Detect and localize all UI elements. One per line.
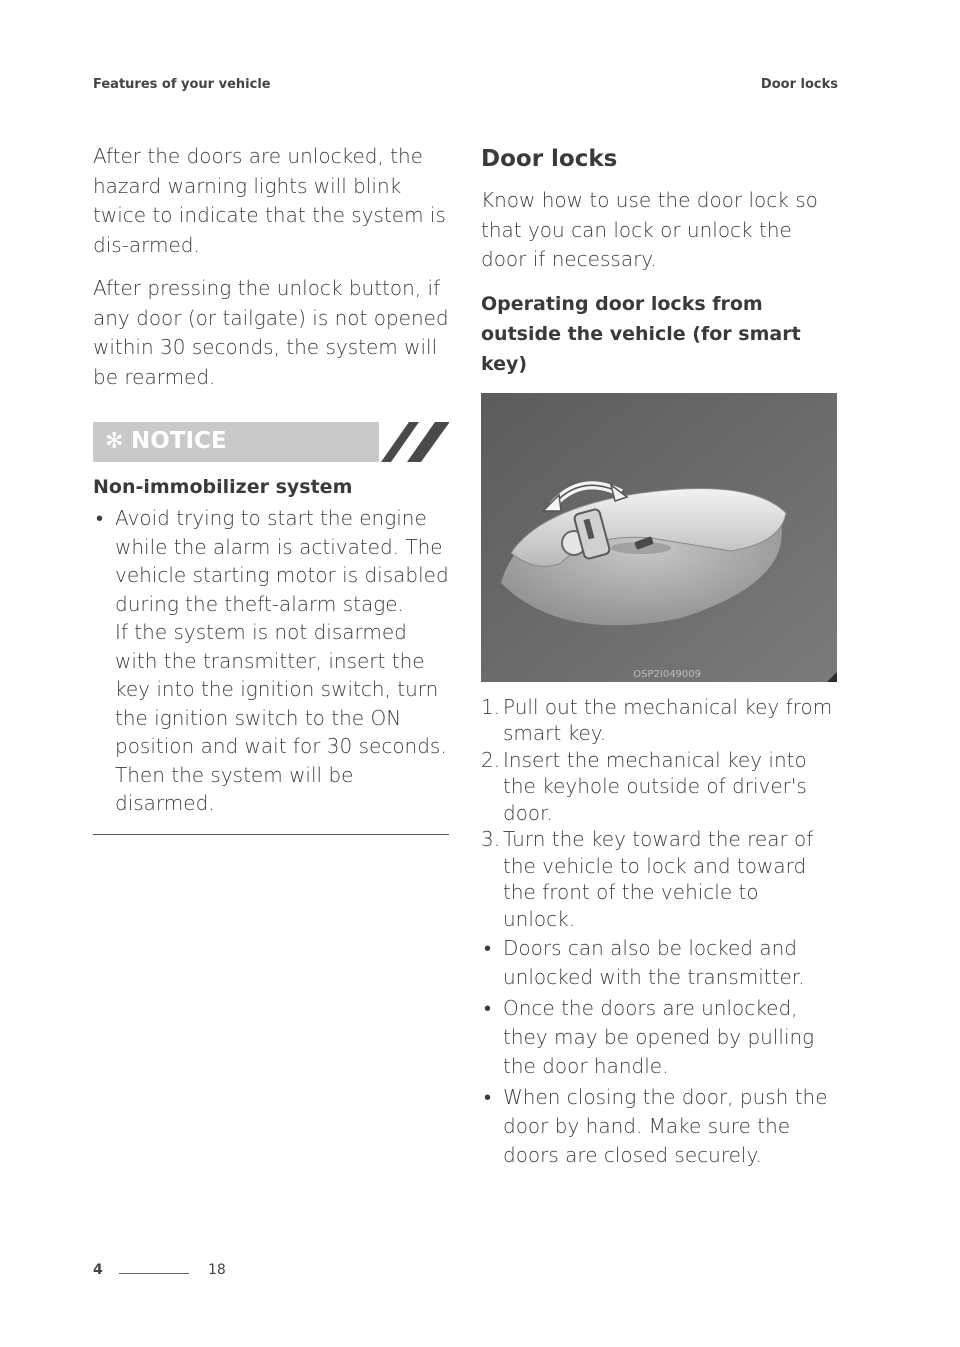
step-item: [481, 826, 837, 932]
step-item: [481, 747, 837, 827]
list-item-text: Doors can also be locked and unlocked with the transmitter.: [503, 936, 805, 989]
bullet-dot: •: [484, 996, 492, 1020]
section-intro: Know how to use the door lock so that you can lock or unlock the door if necessary.: [481, 188, 818, 271]
door-handle-illustration: [481, 393, 837, 682]
notice-divider: [93, 834, 449, 835]
list-item: [481, 994, 837, 1081]
footer-rule: [119, 1273, 189, 1274]
paragraph-disarm: After the doors are unlocked, the hazard warning lights will blink twice to indicate that the system is dis-armed.: [93, 144, 446, 257]
notice-title: NOTICE: [131, 428, 227, 454]
list-item-text: Once the doors are unlocked, they may be opened by pulling the door handle.: [503, 996, 815, 1078]
list-item: [481, 1083, 837, 1170]
step-number: 2.: [481, 747, 501, 772]
step-number: 1.: [481, 694, 501, 719]
right-column: [481, 142, 837, 1170]
notice-bullet: [93, 504, 449, 818]
notice-banner: [93, 422, 449, 462]
bullet-dot: •: [484, 1085, 492, 1109]
stripes-icon: [379, 422, 449, 462]
step-number: 3.: [481, 827, 501, 851]
notice-subheading: Non-immobilizer system: [93, 476, 353, 498]
step-text: Turn the key toward the rear of the vehicle to lock and toward the front of the vehicle to unlock.: [503, 827, 814, 931]
section-title: Door locks: [481, 146, 618, 172]
paragraph-rearm: After pressing the unlock button, if any door (or tailgate) is not opened within 30 seconds, the system will be rearmed.: [93, 276, 449, 389]
list-item: [481, 934, 837, 992]
step-text: Pull out the mechanical key from smart key.: [503, 694, 833, 745]
notice-bullet-text-continued: If the system is not disarmed with the transmitter, insert the key into the ignition switch, turn the ignition switch to the ON position and wait for 30 seconds. Then the system will be disarmed.: [115, 620, 447, 815]
figure-code: OSP2I049009: [633, 668, 701, 680]
notice-star-icon: ✻: [105, 429, 124, 454]
notice-bullet-text: Avoid trying to start the engine while the alarm is activated. The vehicle starting motor is disabled during the theft-alarm stage.: [115, 506, 449, 616]
list-item-text: When closing the door, push the door by hand. Make sure the doors are closed securely.: [503, 1085, 828, 1167]
left-column: [93, 142, 449, 835]
step-text: Insert the mechanical key into the keyhole outside of driver's door.: [503, 747, 807, 825]
subsection-title: Operating door locks from outside the vehicle (for smart key): [481, 292, 801, 375]
header-section-title: Features of your vehicle: [93, 77, 271, 92]
page-number: 18: [208, 1262, 226, 1278]
header-topic-title: Door locks: [760, 77, 838, 92]
door-handle-figure: [481, 393, 837, 682]
step-item: [481, 694, 837, 747]
bullet-dot: •: [96, 506, 104, 530]
chapter-number: 4: [93, 1262, 103, 1278]
steps-list: [481, 694, 837, 933]
bullet-dot: •: [484, 936, 492, 960]
